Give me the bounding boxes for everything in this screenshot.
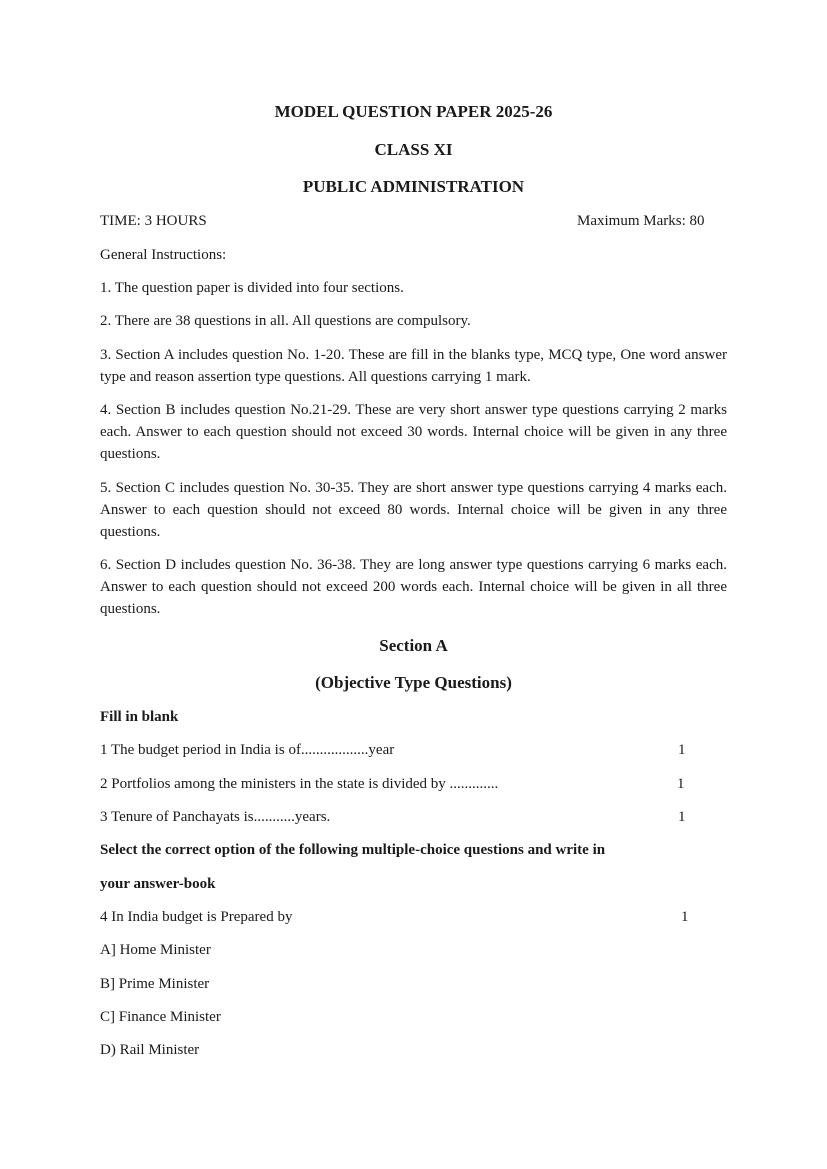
question-2: 2 Portfolios among the ministers in the state is divided by .............: [100, 776, 499, 792]
option-b: B] Prime Minister: [100, 976, 210, 992]
instruction-item: 5. Section C includes question No. 30-35. They are short answer type questions carrying 4 marks each. Answer to each question should not exceed 80 words. Internal choice will be given in any three questions.: [100, 480, 727, 540]
instruction-item: 3. Section A includes question No. 1-20. These are fill in the blanks type, MCQ type, One word answer type and reason assertion type questions. All questions carrying 1 mark.: [100, 347, 727, 385]
time-label: TIME: 3 HOURS: [100, 213, 207, 229]
option-a: A] Home Minister: [100, 942, 211, 958]
instruction-item: 6. Section D includes question No. 36-38. They are long answer type questions carrying 6 marks each. Answer to each question should not exceed 200 words each. Internal choice will be given in all three questions.: [100, 557, 727, 617]
subject-title: PUBLIC ADMINISTRATION: [302, 177, 525, 196]
question-4: 4 In India budget is Prepared by: [100, 909, 293, 925]
instruction-item: 2. There are 38 questions in all. All questions are compulsory.: [100, 313, 471, 329]
question-1-marks: 1: [678, 742, 686, 758]
option-d: D) Rail Minister: [100, 1042, 200, 1058]
question-3: 3 Tenure of Panchayats is...........years.: [100, 809, 331, 825]
class-title: CLASS XI: [374, 140, 453, 159]
mcq-heading-line-2: your answer-book: [100, 876, 216, 892]
mcq-heading-line-1: Select the correct option of the following multiple-choice questions and write in: [100, 842, 606, 858]
section-a-title: Section A: [379, 636, 448, 655]
paper-title: MODEL QUESTION PAPER 2025-26: [274, 102, 553, 121]
option-c: C] Finance Minister: [100, 1009, 221, 1025]
section-a-subtitle: (Objective Type Questions): [315, 673, 512, 692]
question-1: 1 The budget period in India is of..................year: [100, 742, 395, 758]
question-2-marks: 1: [677, 776, 685, 792]
instruction-item: 1. The question paper is divided into four sections.: [100, 280, 404, 296]
instructions-heading: General Instructions:: [100, 247, 227, 263]
max-marks-label: Maximum Marks: 80: [577, 213, 705, 229]
fill-in-blank-heading: Fill in blank: [100, 709, 179, 725]
question-3-marks: 1: [678, 809, 686, 825]
instruction-item: 4. Section B includes question No.21-29. These are very short answer type questions carrying 2 marks each. Answer to each question should not exceed 30 words. Internal choice will be given in any three questions.: [100, 402, 727, 462]
question-4-marks: 1: [681, 909, 689, 925]
